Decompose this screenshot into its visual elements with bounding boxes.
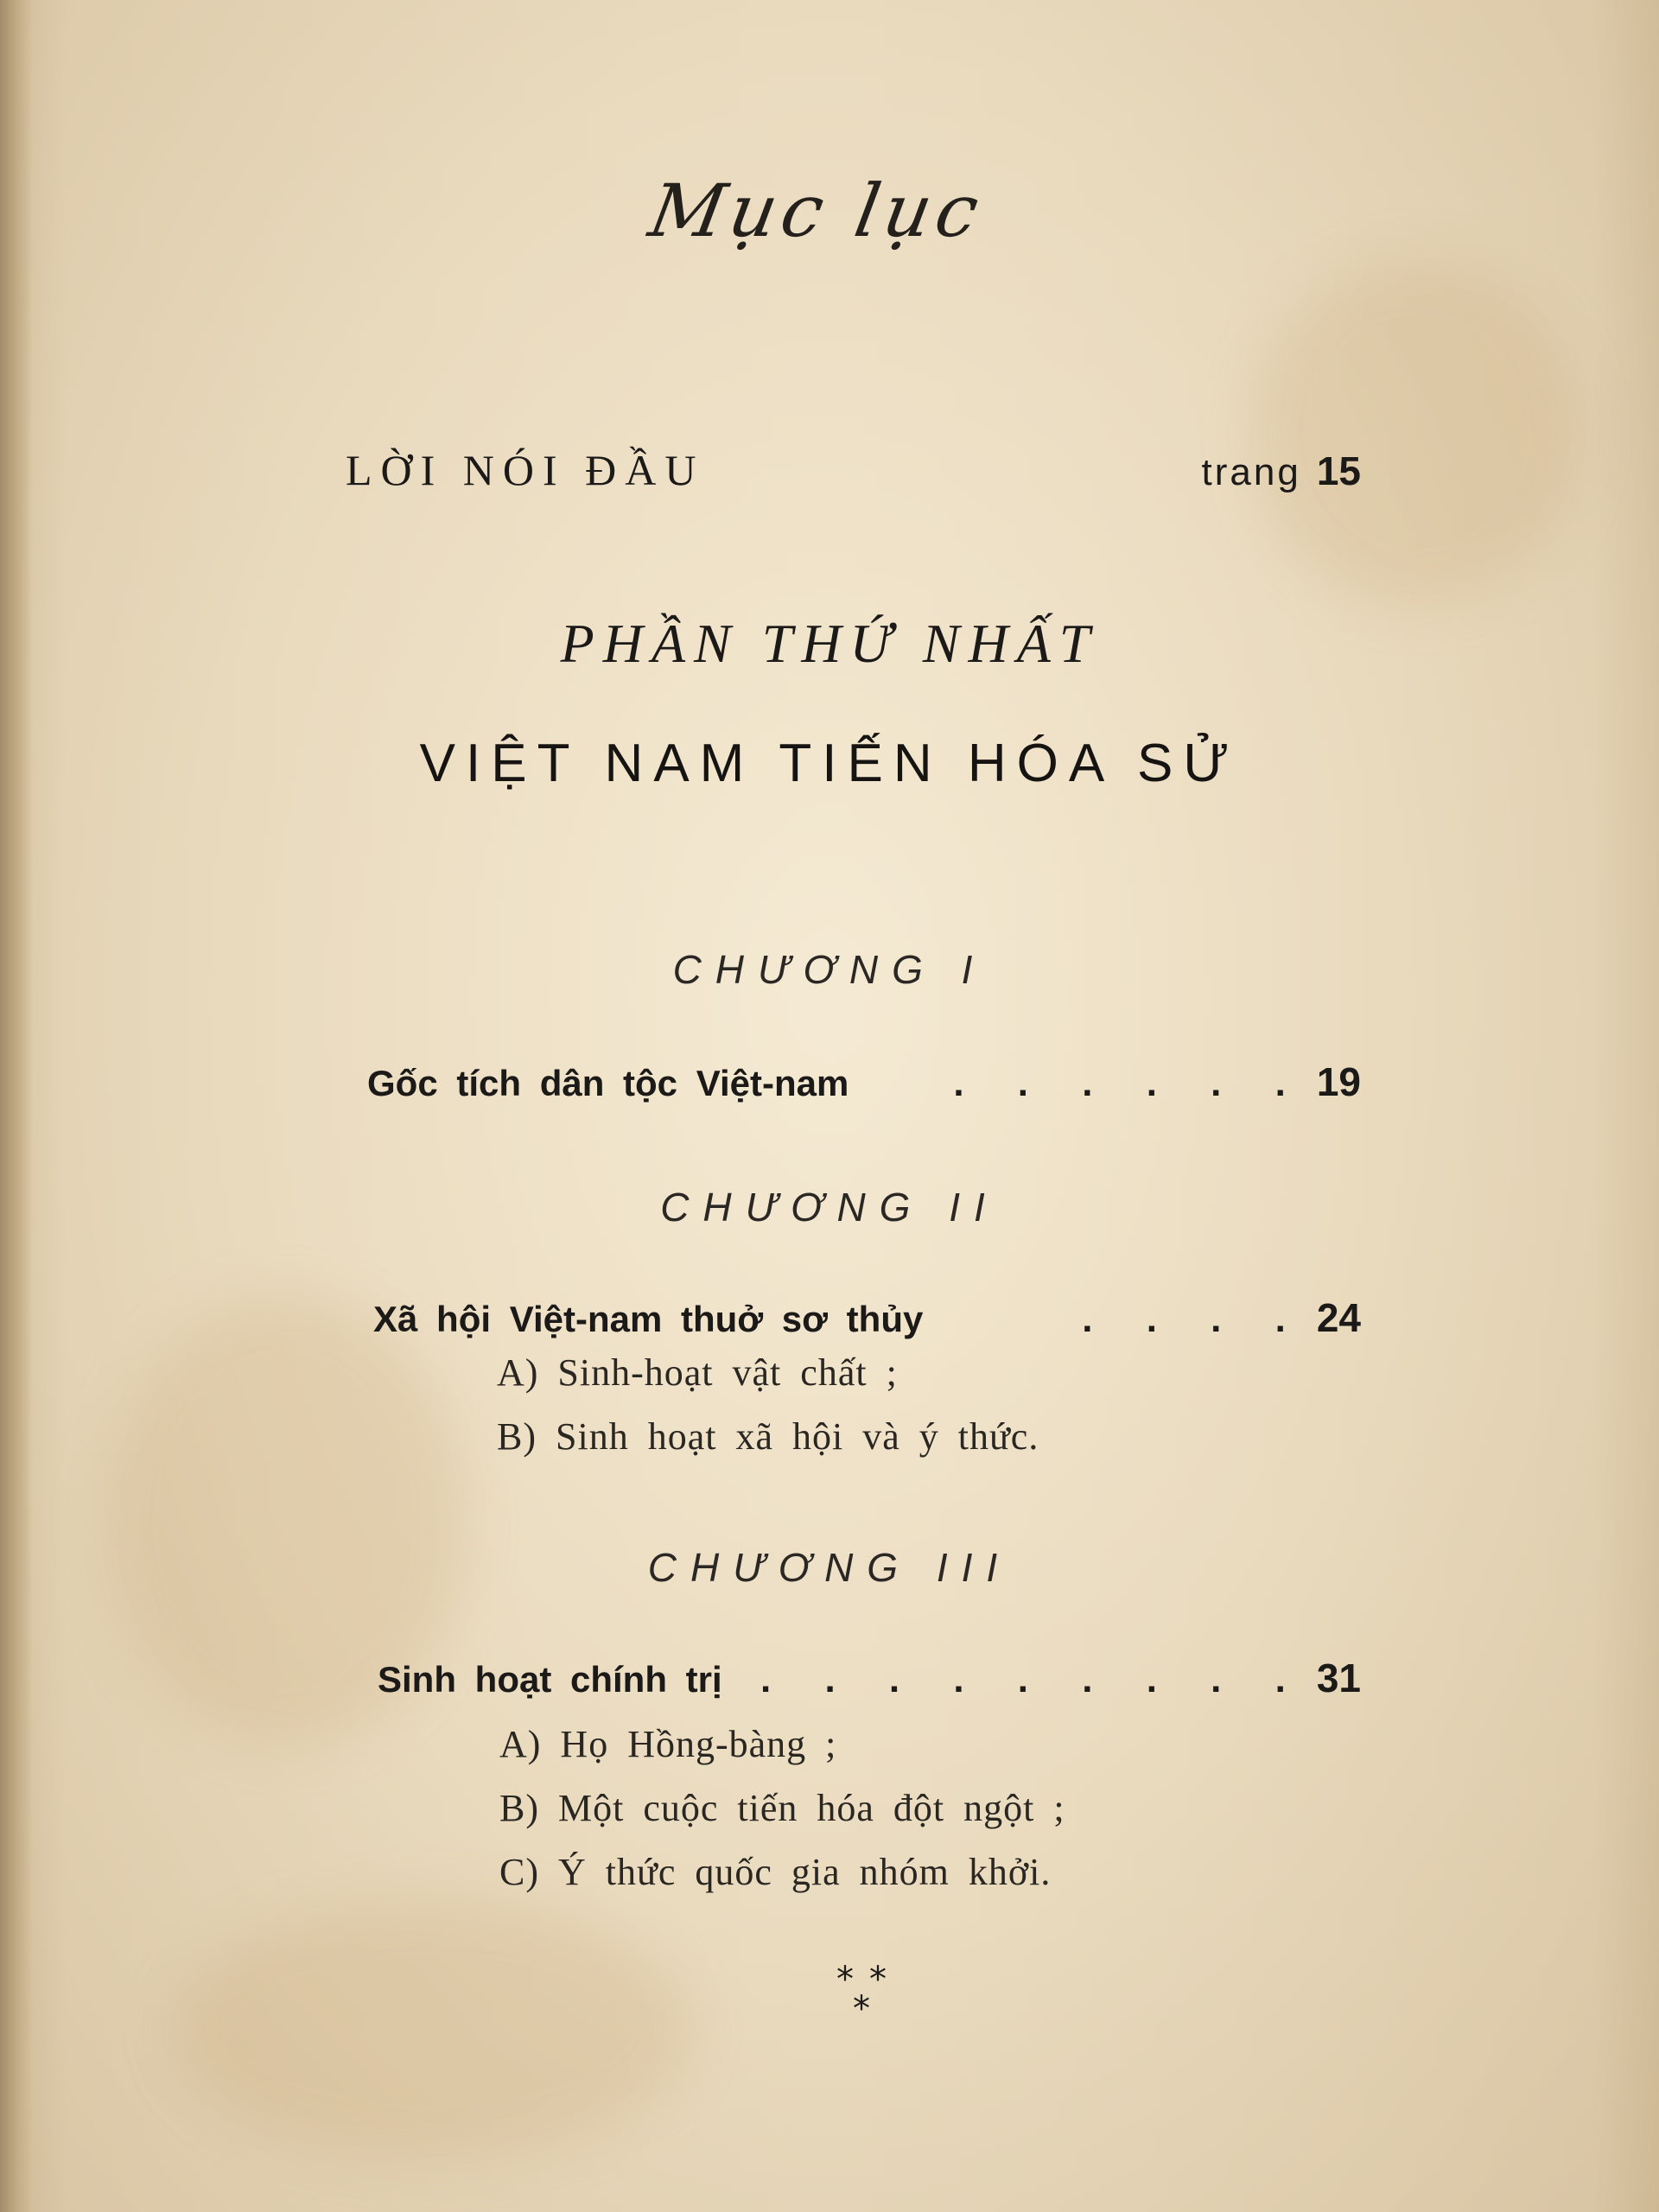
page-title: Mục lục [643, 168, 990, 253]
toc-entry [367, 1058, 1361, 1105]
asterism-ornament: * * * [836, 1960, 887, 2029]
preface-page-prefix: trang [1201, 451, 1301, 493]
page-spine-shadow [0, 0, 33, 2212]
chapter-label: CHƯƠNG II [660, 1185, 999, 1230]
preface-entry [346, 445, 1361, 495]
subsection-item: B) Sinh hoạt xã hội và ý thức. [497, 1415, 1039, 1458]
toc-entry [373, 1294, 1361, 1341]
chapter-page-number: 19 [1316, 1059, 1361, 1104]
paper-stain [173, 1901, 691, 2160]
paper-stain [1253, 259, 1581, 605]
chapter-page-number: 31 [1316, 1656, 1361, 1700]
dot-leader: . . . . [1082, 1298, 1303, 1340]
chapter-title: Xã hội Việt-nam thuở sơ thủy [373, 1299, 924, 1339]
dot-leader: . . . . . . [953, 1062, 1303, 1104]
chapter-title: Sinh hoạt chính trị [378, 1659, 722, 1700]
preface-label: LỜI NÓI ĐẦU [346, 446, 705, 494]
subsection-item: C) Ý thức quốc gia nhóm khởi. [499, 1851, 1052, 1893]
subsection-item: A) Sinh-hoạt vật chất ; [497, 1351, 898, 1394]
chapter-title: Gốc tích dân tộc Việt-nam [367, 1063, 849, 1103]
chapter-label: CHƯƠNG I [672, 947, 987, 992]
chapter-page-number: 24 [1316, 1295, 1361, 1340]
chapter-label: CHƯƠNG III [647, 1545, 1012, 1590]
subsection-item: A) Họ Hồng-bàng ; [499, 1723, 837, 1765]
part-label: PHẦN THỨ NHẤT [560, 613, 1099, 674]
dot-leader: . . . . . . . . . [760, 1658, 1303, 1700]
part-title: VIỆT NAM TIẾN HÓA SỬ [419, 734, 1240, 793]
preface-page-number: 15 [1316, 448, 1361, 493]
subsection-item: B) Một cuộc tiến hóa đột ngột ; [499, 1787, 1065, 1829]
toc-entry [378, 1655, 1361, 1701]
